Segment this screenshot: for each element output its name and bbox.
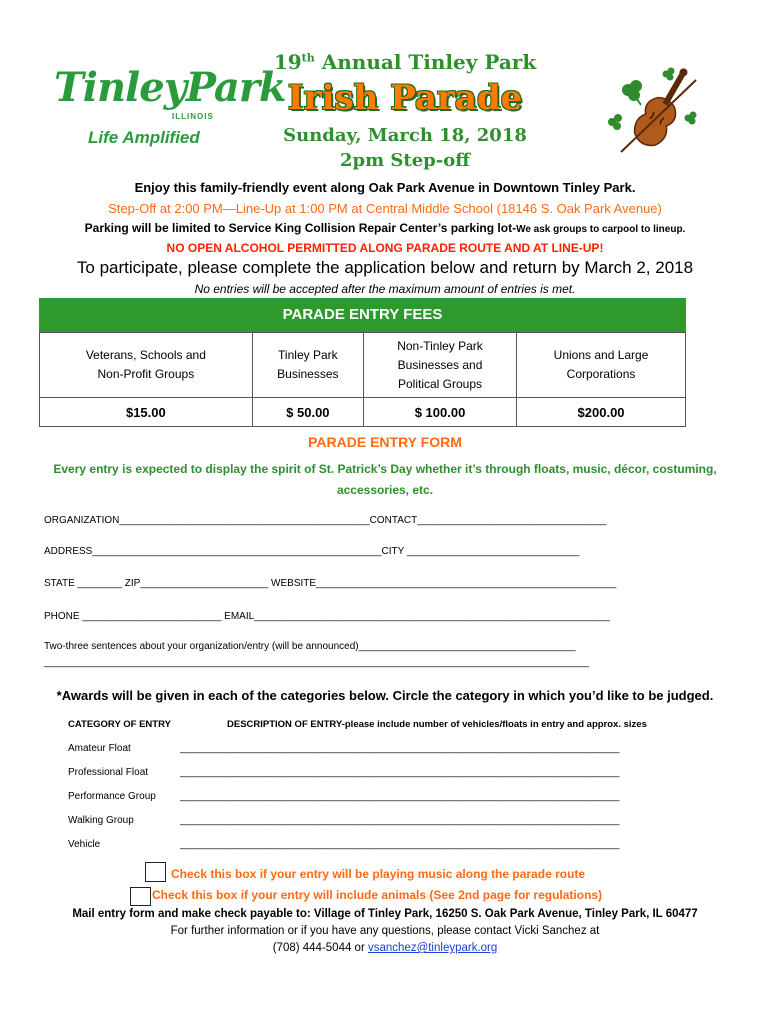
- contact-info: For further information or if you have any questions, please contact Vicki Sanchez at: [170, 925, 600, 937]
- category-performance-group[interactable]: Performance Group: [68, 791, 156, 802]
- event-date: Sunday, March 18, 2018: [283, 125, 527, 146]
- contact-line: [0, 942, 770, 954]
- parking-main: Parking will be limited to Service King Collision Repair Center’s parking lot-: [84, 221, 517, 235]
- logo-wordmark: TinleyPark: [54, 64, 286, 111]
- description-field[interactable]: _______________________________________________________________________________: [180, 791, 620, 802]
- contact-phone: (708) 444-5044 or: [272, 942, 368, 954]
- awards-note: *Awards will be given in each of the categories below. Circle the category in which you’d like to be judged.: [56, 688, 714, 703]
- anniversary-suffix: th: [301, 51, 315, 65]
- logo-tagline: Life Amplified: [88, 128, 200, 147]
- fee-amount: $ 50.00: [252, 398, 363, 427]
- parade-title: Irish Parade: [287, 78, 523, 118]
- description-field[interactable]: _______________________________________________________________________________: [180, 839, 620, 850]
- fee-category: Non-Tinley Park Businesses and Political Groups: [363, 333, 516, 398]
- fee-category: Unions and Large Corporations: [517, 333, 686, 398]
- fee-amount: $200.00: [517, 398, 686, 427]
- anniversary-heading: [250, 50, 560, 74]
- contact-email-link[interactable]: vsanchez@tinleypark.org: [367, 942, 498, 954]
- description-field[interactable]: _______________________________________________________________________________: [180, 815, 620, 826]
- mail-instructions: Mail entry form and make check payable to: Village of Tinley Park, 16250 S. Oak Park Avenue, Tinley Park, IL 60477: [72, 908, 698, 920]
- deadline-line: To participate, please complete the application below and return by March 2, 2018: [76, 258, 694, 277]
- category-vehicle[interactable]: Vehicle: [68, 839, 101, 850]
- intro-line: Enjoy this family-friendly event along Oak Park Avenue in Downtown Tinley Park.: [134, 180, 636, 195]
- fees-grid: [39, 332, 686, 427]
- shamrock-icon: [622, 80, 642, 105]
- tinley-park-logo: [52, 64, 286, 159]
- fee-category: Tinley Park Businesses: [252, 333, 363, 398]
- category-header: CATEGORY OF ENTRY: [68, 719, 171, 730]
- anniversary-text: Annual Tinley Park: [314, 50, 537, 74]
- description-header: DESCRIPTION OF ENTRY-please include number of vehicles/floats in entry and approx. sizes: [227, 719, 647, 730]
- description-field[interactable]: _______________________________________________________________________________: [180, 743, 620, 754]
- fee-category: Veterans, Schools and Non-Profit Groups: [40, 333, 253, 398]
- music-checkbox[interactable]: [145, 862, 166, 882]
- about-entry-field-line2[interactable]: __________________________________________________________________________________________________: [44, 657, 590, 668]
- max-entries-note: No entries will be accepted after the maximum amount of entries is met.: [194, 282, 576, 296]
- anniversary-number: 19: [273, 50, 302, 74]
- fiddle-shamrock-illustration: [606, 60, 706, 168]
- fee-amount: $ 100.00: [363, 398, 516, 427]
- event-time: 2pm Step-off: [339, 150, 471, 171]
- form-title: PARADE ENTRY FORM: [308, 434, 462, 450]
- phone-email-field[interactable]: PHONE _________________________ EMAIL________________________________________________________________: [44, 611, 611, 622]
- entry-fees-table: [39, 298, 686, 427]
- stepoff-line: Step-Off at 2:00 PM—Line-Up at 1:00 PM at Central Middle School (18146 S. Oak Park Avenue): [108, 201, 662, 216]
- fee-amount: $15.00: [40, 398, 253, 427]
- spirit-note: Every entry is expected to display the spirit of St. Patrick’s Day whether it’s through floats, music, décor, costuming, accessories, etc.: [53, 462, 717, 497]
- address-city-field[interactable]: ADDRESS____________________________________________________CITY _______________________________: [44, 546, 580, 557]
- logo-state: ILLINOIS: [172, 112, 214, 121]
- state-zip-website-field[interactable]: STATE ________ ZIP_______________________ WEBSITE______________________________________________________: [44, 578, 617, 589]
- animals-checkbox-label: Check this box if your entry will include animals (See 2nd page for regulations): [152, 888, 603, 902]
- category-amateur-float[interactable]: Amateur Float: [68, 743, 131, 754]
- category-professional-float[interactable]: Professional Float: [68, 767, 149, 778]
- description-field[interactable]: _______________________________________________________________________________: [180, 767, 620, 778]
- alcohol-warning: NO OPEN ALCOHOL PERMITTED ALONG PARADE ROUTE AND AT LINE-UP!: [166, 241, 604, 255]
- about-entry-field[interactable]: Two-three sentences about your organization/entry (will be announced)_______________________________________: [44, 641, 576, 652]
- organization-contact-field[interactable]: ORGANIZATION_____________________________________________CONTACT__________________________________: [44, 515, 607, 526]
- parking-note: We ask groups to carpool to lineup.: [516, 224, 686, 235]
- animals-checkbox[interactable]: [130, 887, 151, 906]
- fees-title: PARADE ENTRY FEES: [39, 298, 686, 332]
- parking-line: [0, 221, 770, 235]
- music-checkbox-label: Check this box if your entry will be playing music along the parade route: [171, 867, 586, 881]
- category-walking-group[interactable]: Walking Group: [68, 815, 134, 826]
